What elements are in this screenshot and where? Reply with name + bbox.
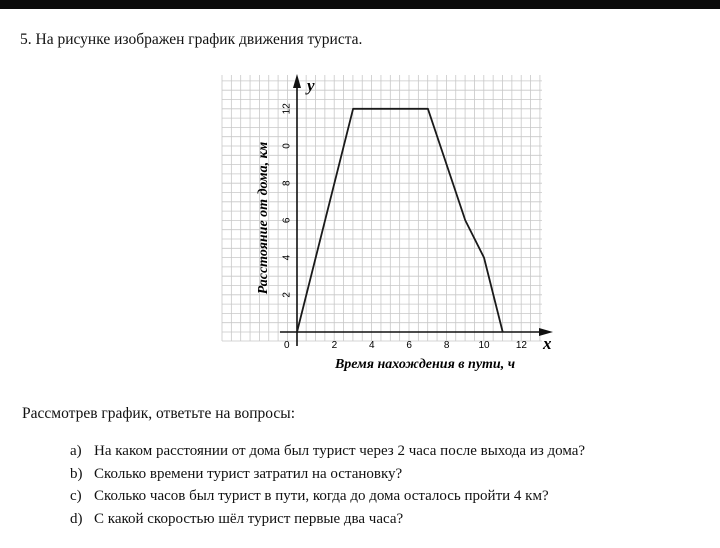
question-b	[70, 463, 585, 486]
y-axis-title: Расстояние от дома, км	[256, 141, 272, 295]
origin-label: 0	[284, 340, 290, 351]
y-tick-label: 0	[281, 143, 293, 149]
question-a	[70, 440, 585, 463]
y-tick-label: 2	[281, 292, 293, 298]
y-tick-label: 12	[281, 103, 293, 115]
y-axis-letter: y	[307, 76, 315, 95]
question-mark: d)	[70, 510, 83, 527]
question-d	[70, 508, 585, 531]
x-tick-label: 8	[443, 340, 450, 351]
question-text: На каком расстоянии от дома был турист через 2 часа после выхода из дома?	[94, 443, 586, 459]
x-tick-label: 2	[331, 340, 338, 351]
question-mark: c)	[70, 488, 82, 504]
y-tick-label: 4	[281, 254, 293, 261]
x-axis-title: Время нахождения в пути, ч	[334, 357, 516, 372]
x-axis-letter: x	[543, 334, 552, 353]
y-tick-label: 8	[281, 180, 293, 186]
x-tick-label: 6	[406, 340, 412, 351]
question-text: С какой скоростью шёл турист первые два часа?	[94, 510, 404, 527]
question-c	[70, 485, 585, 508]
question-mark: b)	[70, 465, 83, 482]
question-text: Сколько времени турист затратил на остановку?	[94, 465, 403, 482]
questions-intro: Рассмотрев график, ответьте на вопросы:	[22, 405, 296, 422]
x-tick-label: 4	[369, 340, 375, 351]
question-mark: a)	[70, 443, 82, 459]
question-text: Сколько часов был турист в пути, когда до дома осталось пройти 4 км?	[94, 488, 549, 504]
x-tick-label: 12	[515, 340, 527, 351]
task-title: 5. На рисунке изображен график движения туриста.	[20, 31, 363, 48]
x-tick-label: 10	[478, 340, 490, 351]
y-tick-label: 6	[281, 217, 293, 224]
questions-list	[70, 440, 585, 530]
